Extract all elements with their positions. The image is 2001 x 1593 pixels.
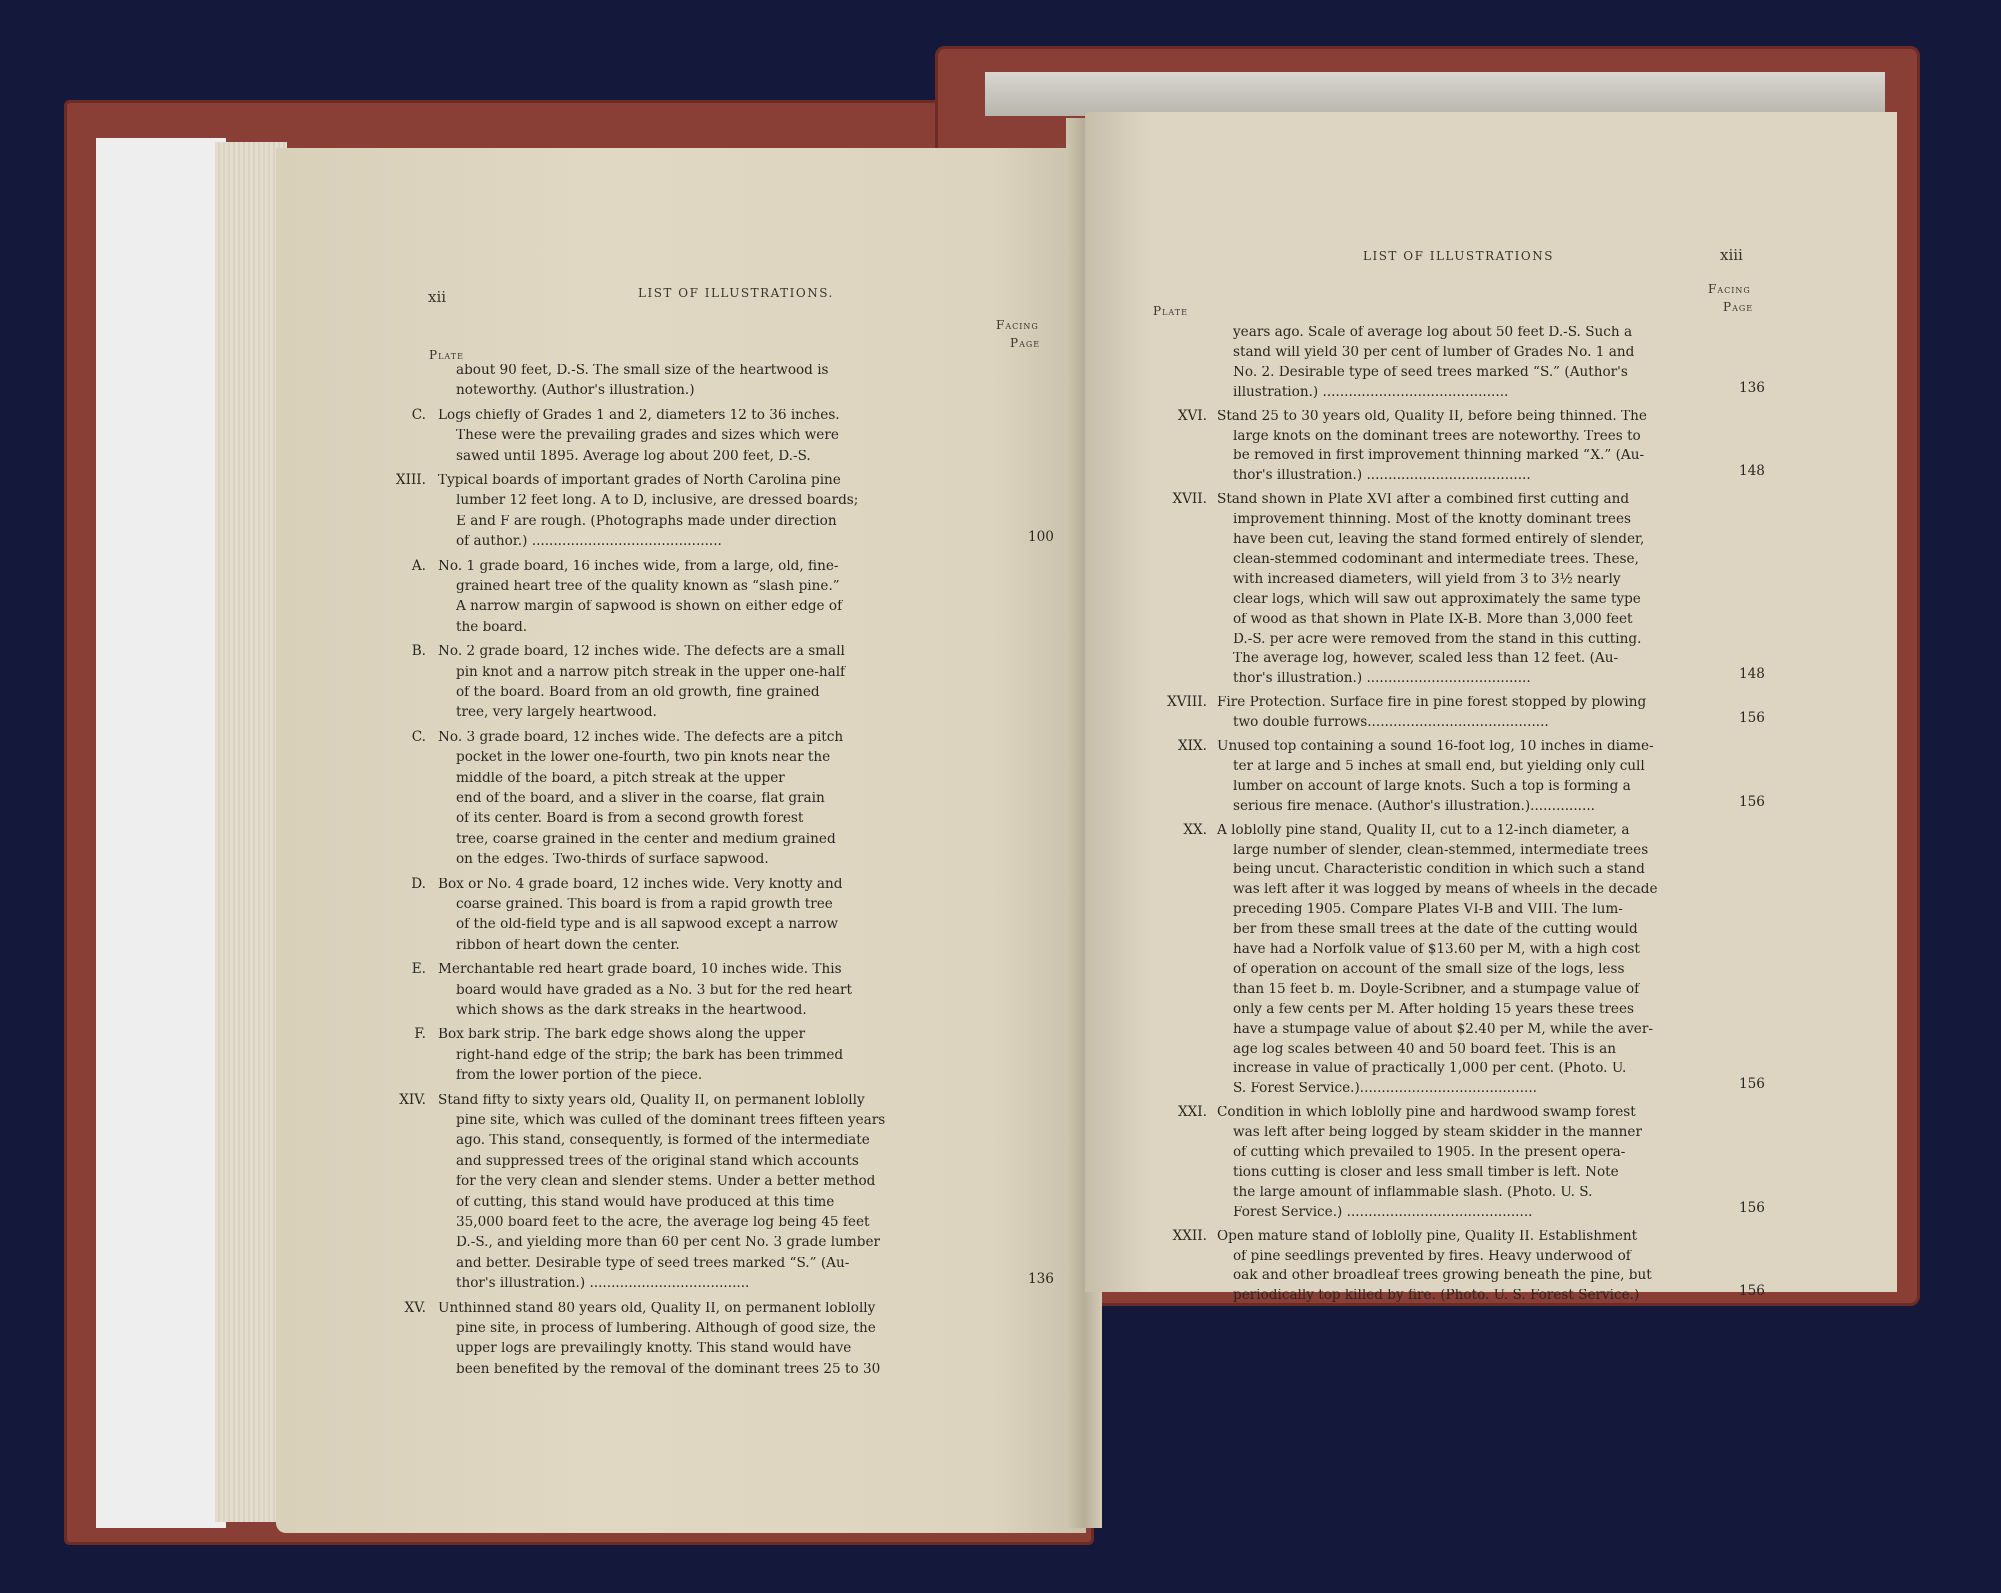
- entry-line: Unthinned stand 80 years old, Quality II, on permanent loblolly: [438, 1301, 876, 1316]
- entry-line: Logs chiefly of Grades 1 and 2, diameters 12 to 36 inches.: [438, 408, 840, 423]
- entry-line: E and F are rough. (Photographs made under direction: [456, 514, 837, 529]
- entry-line: ago. This stand, consequently, is formed of the intermediate: [456, 1134, 870, 1148]
- entry-line: illustration.) ...........................................: [1233, 385, 1509, 400]
- entry-line: Forest Service.) ...........................................: [1233, 1205, 1533, 1220]
- left-running-head: LIST OF ILLUSTRATIONS.: [638, 286, 834, 300]
- facing-page-number: 156: [1739, 793, 1765, 810]
- entry-line: for the very clean and slender stems. Under a better method: [456, 1175, 876, 1189]
- entry-line: ber from these small trees at the date of the cutting would: [1233, 923, 1638, 937]
- entry-line: Typical boards of important grades of North Carolina pine: [438, 474, 841, 488]
- entry-line: upper logs are prevailingly knotty. This stand would have: [456, 1342, 852, 1356]
- entry-line: end of the board, and a sliver in the coarse, flat grain: [456, 792, 825, 806]
- entry-line: S. Forest Service.).........................................: [1233, 1082, 1537, 1096]
- entry-line: of pine seedlings prevented by fires. Heavy underwood of: [1233, 1249, 1631, 1264]
- entry-line: No. 3 grade board, 12 inches wide. The defects are a pitch: [438, 730, 844, 745]
- right-entries: [1085, 112, 1897, 1303]
- left-page-label: Page: [1010, 336, 1041, 350]
- entry-line: Stand fifty to sixty years old, Quality II, on permanent loblolly: [438, 1093, 865, 1108]
- facing-page-number: 136: [1028, 1271, 1054, 1288]
- entry-line: with increased diameters, will yield from 3 to 3½ nearly: [1233, 572, 1621, 587]
- entry-line: be removed in first improvement thinning marked “X.” (Au-: [1233, 449, 1645, 463]
- entry-line: right-hand edge of the strip; the bark has been trimmed: [456, 1048, 844, 1063]
- entry-line: preceding 1905. Compare Plates VI-B and VIII. The lum-: [1233, 903, 1623, 917]
- entry-line: about 90 feet, D.-S. The small size of the heartwood is: [456, 364, 829, 378]
- entry-line: Condition in which loblolly pine and hardwood swamp forest: [1217, 1106, 1636, 1120]
- plate-mark: XXII.: [1172, 1227, 1207, 1244]
- entry-line: Stand 25 to 30 years old, Quality II, before being thinned. The: [1217, 409, 1647, 424]
- entry-line: tions cutting is closer and less small timber is left. Note: [1233, 1165, 1619, 1180]
- left-facing-label: Facing: [996, 318, 1039, 332]
- entry-line: A loblolly pine stand, Quality II, cut to a 12-inch diameter, a: [1217, 823, 1630, 838]
- entry-line: than 15 feet b. m. Doyle-Scribner, and a stumpage value of: [1233, 982, 1640, 997]
- left-entries: [276, 148, 1086, 1533]
- entry-line: ter at large and 5 inches at small end, but yielding only cull: [1233, 759, 1645, 774]
- entry-line: the large amount of inflammable slash. (Photo. U. S.: [1233, 1185, 1593, 1200]
- entry-line: pin knot and a narrow pitch streak in the upper one-half: [456, 665, 846, 680]
- right-running-head: LIST OF ILLUSTRATIONS: [1363, 249, 1554, 263]
- right-plate-label: Plate: [1153, 304, 1188, 318]
- entry-line: grained heart tree of the quality known as “slash pine.”: [456, 580, 840, 594]
- left-page: [276, 148, 1086, 1533]
- entry-line: sawed until 1895. Average log about 200 feet, D.-S.: [456, 449, 811, 464]
- entry-line: thor's illustration.) ......................................: [1233, 672, 1531, 686]
- plate-mark: XVIII.: [1167, 694, 1207, 711]
- plate-mark: D.: [411, 875, 426, 892]
- plate-mark: XIX.: [1177, 738, 1207, 754]
- entry-line: middle of the board, a pitch streak at the upper: [456, 771, 785, 786]
- entry-line: of cutting which prevailed to 1905. In the present opera-: [1233, 1146, 1626, 1160]
- entry-line: improvement thinning. Most of the knotty dominant trees: [1233, 513, 1631, 527]
- entry-line: large number of slender, clean-stemmed, intermediate trees: [1233, 843, 1649, 858]
- entry-line: of the old-field type and is all sapwood except a narrow: [456, 918, 839, 932]
- entry-line: tree, coarse grained in the center and medium grained: [456, 832, 836, 847]
- entry-line: have had a Norfolk value of $13.60 per M, with a high cost: [1233, 943, 1640, 957]
- entry-line: have a stumpage value of about $2.40 per M, while the aver-: [1233, 1022, 1653, 1037]
- entry-line: clean-stemmed codominant and intermediate trees. These,: [1233, 552, 1639, 567]
- plate-mark: A.: [411, 557, 426, 574]
- plate-mark: XVII.: [1172, 491, 1207, 508]
- entry-line: years ago. Scale of average log about 50 feet D.-S. Such a: [1233, 326, 1633, 340]
- entry-line: Box or No. 4 grade board, 12 inches wide. Very knotty and: [438, 877, 843, 892]
- entry-line: of the board. Board from an old growth, fine grained: [456, 686, 820, 700]
- plate-mark: XIV.: [399, 1091, 426, 1108]
- facing-page-number: 156: [1739, 1076, 1765, 1093]
- entry-line: serious fire menace. (Author's illustration.)...............: [1233, 799, 1595, 814]
- page-top-edge: [985, 72, 1885, 116]
- entry-line: of author.) ............................................: [456, 535, 722, 549]
- plate-mark: XXI.: [1177, 1104, 1207, 1121]
- entry-line: two double furrows..........................................: [1233, 716, 1549, 730]
- entry-line: on the edges. Two-thirds of surface sapwood.: [456, 853, 769, 867]
- entry-line: pine site, in process of lumbering. Although of good size, the: [456, 1322, 876, 1336]
- entry-line: Fire Protection. Surface fire in pine forest stopped by plowing: [1217, 696, 1647, 710]
- entry-line: periodically top killed by fire. (Photo. U. S. Forest Service.): [1233, 1289, 1640, 1303]
- entry-line: only a few cents per M. After holding 15 years these trees: [1233, 1002, 1634, 1017]
- plate-mark: XX.: [1183, 821, 1207, 838]
- facing-page-number: 148: [1739, 666, 1765, 683]
- entry-line: was left after being logged by steam skidder in the manner: [1233, 1126, 1642, 1140]
- left-page-number: xii: [428, 288, 447, 306]
- left-plate-label: Plate: [429, 348, 464, 362]
- entry-line: D.-S., and yielding more than 60 per cent No. 3 grade lumber: [456, 1236, 881, 1250]
- entry-line: of wood as that shown in Plate IX-B. More than 3,000 feet: [1233, 612, 1633, 627]
- plate-mark: XIII.: [395, 472, 426, 488]
- entry-line: was left after it was logged by means of wheels in the decade: [1233, 883, 1658, 897]
- entry-line: been benefited by the removal of the dominant trees 25 to 30: [456, 1362, 881, 1377]
- entry-line: lumber on account of large knots. Such a top is forming a: [1233, 779, 1631, 794]
- entry-line: 35,000 board feet to the acre, the average log being 45 feet: [456, 1216, 870, 1230]
- entry-line: tree, very largely heartwood.: [456, 706, 657, 720]
- entry-line: which shows as the dark streaks in the heartwood.: [456, 1004, 807, 1018]
- entry-line: lumber 12 feet long. A to D, inclusive, are dressed boards;: [456, 494, 859, 508]
- entry-line: No. 1 grade board, 16 inches wide, from a large, old, fine-: [438, 559, 839, 574]
- entry-line: the board.: [456, 620, 528, 635]
- entry-line: coarse grained. This board is from a rapid growth tree: [456, 898, 833, 912]
- plate-mark: C.: [411, 406, 426, 423]
- plate-mark: XVI.: [1177, 407, 1207, 424]
- entry-line: have been cut, leaving the stand formed entirely of slender,: [1233, 533, 1645, 547]
- plate-mark: C.: [411, 728, 426, 745]
- right-page-number: xiii: [1720, 246, 1743, 264]
- entry-line: being uncut. Characteristic condition in which such a stand: [1233, 863, 1645, 877]
- entry-line: The average log, however, scaled less than 12 feet. (Au-: [1233, 652, 1619, 666]
- facing-page-number: 156: [1739, 710, 1765, 727]
- facing-page-number: 136: [1739, 379, 1765, 396]
- right-page: [1085, 112, 1897, 1303]
- entry-line: Open mature stand of loblolly pine, Quality II. Establishment: [1217, 1229, 1638, 1244]
- plate-mark: XV.: [404, 1299, 426, 1316]
- entry-line: These were the prevailing grades and sizes which were: [456, 429, 839, 443]
- facing-page-number: 156: [1739, 1283, 1765, 1300]
- entry-line: clear logs, which will saw out approximately the same type: [1233, 592, 1641, 607]
- entry-line: of operation on account of the small size of the logs, less: [1233, 962, 1625, 977]
- entry-line: increase in value of practically 1,000 per cent. (Photo. U.: [1233, 1062, 1627, 1076]
- entry-line: A narrow margin of sapwood is shown on either edge of: [456, 600, 843, 614]
- entry-line: Stand shown in Plate XVI after a combined first cutting and: [1217, 493, 1630, 507]
- entry-line: pocket in the lower one-fourth, two pin knots near the: [456, 751, 831, 765]
- entry-line: Box bark strip. The bark edge shows along the upper: [438, 1028, 806, 1042]
- right-page-label: Page: [1723, 300, 1754, 314]
- entry-line: No. 2. Desirable type of seed trees marked “S.” (Author's: [1233, 365, 1628, 380]
- entry-line: and suppressed trees of the original stand which accounts: [456, 1154, 859, 1169]
- entry-line: No. 2 grade board, 12 inches wide. The defects are a small: [438, 645, 845, 659]
- entry-line: from the lower portion of the piece.: [456, 1069, 703, 1083]
- entry-line: pine site, which was culled of the dominant trees fifteen years: [456, 1114, 886, 1128]
- entry-line: thor's illustration.) .....................................: [456, 1277, 750, 1291]
- plate-mark: E.: [411, 961, 426, 978]
- entry-line: oak and other broadleaf trees growing beneath the pine, but: [1233, 1269, 1652, 1283]
- plate-mark: B.: [411, 643, 426, 660]
- entry-line: ribbon of heart down the center.: [456, 938, 680, 953]
- entry-line: Merchantable red heart grade board, 10 inches wide. This: [438, 963, 842, 977]
- entry-line: D.-S. per acre were removed from the stand in this cutting.: [1233, 632, 1642, 647]
- facing-page-number: 148: [1739, 463, 1765, 480]
- entry-line: thor's illustration.) ......................................: [1233, 469, 1531, 483]
- entry-line: board would have graded as a No. 3 but for the red heart: [456, 983, 853, 998]
- endpaper: [96, 138, 226, 1528]
- entry-line: and better. Desirable type of seed trees marked “S.” (Au-: [456, 1256, 850, 1271]
- right-facing-label: Facing: [1708, 282, 1751, 296]
- entry-line: of its center. Board is from a second growth forest: [456, 812, 804, 826]
- facing-page-number: 156: [1739, 1199, 1765, 1216]
- entry-line: large knots on the dominant trees are noteworthy. Trees to: [1233, 429, 1641, 444]
- entry-line: of cutting, this stand would have produced at this time: [456, 1195, 835, 1210]
- plate-mark: F.: [414, 1026, 426, 1043]
- facing-page-number: 100: [1028, 529, 1054, 546]
- entry-line: age log scales between 40 and 50 board feet. This is an: [1233, 1042, 1616, 1057]
- entry-line: noteworthy. (Author's illustration.): [456, 384, 695, 398]
- entry-line: Unused top containing a sound 16-foot log, 10 inches in diame-: [1217, 740, 1654, 754]
- entry-line: stand will yield 30 per cent of lumber of Grades No. 1 and: [1233, 345, 1635, 360]
